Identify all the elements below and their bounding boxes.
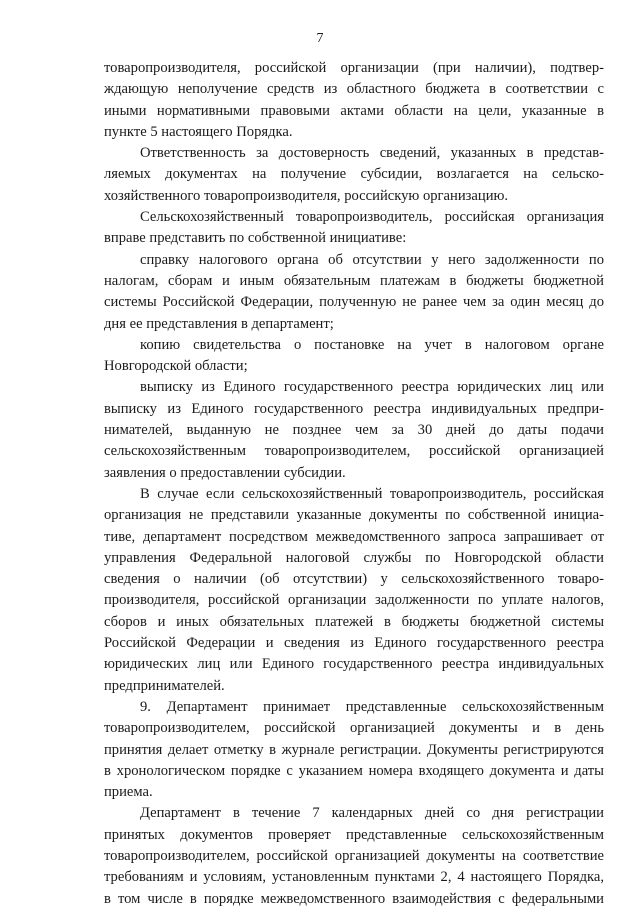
text-line: товаропроизводителем, российской организацией документы и в день: [104, 720, 604, 737]
text-line: нимателей, выданную не позднее чем за 30 дней до даты подачи: [104, 422, 604, 439]
text-line: в хронологическом порядке с указанием номера входящего документа и даты: [104, 762, 604, 779]
text-line: предпринимателей.: [104, 677, 225, 694]
text-line: выписку из Единого государственного реестра юридических лиц или: [140, 379, 604, 396]
text-line: Департамент в течение 7 календарных дней со дня регистрации: [140, 805, 604, 822]
text-line: иными нормативными правовыми актами области на цели, указанные в: [104, 102, 604, 119]
text-line: справку налогового органа об отсутствии у него задолженности по: [140, 251, 604, 268]
text-line: организация не представили указанные документы по собственной инициа-: [104, 507, 604, 524]
text-line: приема.: [104, 784, 153, 801]
text-line: хозяйственного товаропроизводителя, российскую организацию.: [104, 187, 509, 204]
text-line: 9. Департамент принимает представленные сельскохозяйственным: [140, 698, 604, 715]
text-line: товаропроизводителя, российской организации (при наличии), подтвер-: [104, 60, 604, 76]
text-line: Российской Федерации и сведения из Единого государственного реестра: [104, 635, 604, 652]
text-line: сельскохозяйственным товаропроизводителем, российской организацией: [104, 443, 604, 460]
text-line: управления Федеральной налоговой службы по Новгородской области: [104, 549, 604, 566]
text-line: Ответственность за достоверность сведений, указанных в представ-: [140, 145, 604, 162]
text-line: Сельскохозяйственный товаропроизводитель, российская организация: [140, 209, 604, 226]
text-line: заявления о предоставлении субсидии.: [104, 464, 346, 481]
text-line: системы Российской Федерации, полученную не ранее чем за один месяц до: [104, 294, 604, 311]
page-number: 7: [316, 31, 324, 46]
text-line: дня ее представления в департамент;: [104, 315, 334, 332]
document-body: [104, 58, 604, 910]
text-line: в том числе в порядке межведомственного взаимодействия с федеральными: [104, 890, 604, 907]
text-line: сведения о наличии (об отсутствии) у сельскохозяйственного товаро-: [104, 571, 604, 588]
text-line: юридических лиц или Единого государственного реестра индивидуальных: [104, 656, 604, 673]
text-line: требованиям и условиям, установленным пунктами 2, 4 настоящего Порядка,: [104, 869, 604, 886]
text-line: Новгородской области;: [104, 358, 248, 375]
text-line: ждающую неполучение средств из областного бюджета в соответствии с: [104, 81, 604, 98]
text-line: принятия делает отметку в журнале регистрации. Документы регистрируются: [104, 741, 604, 758]
text-line: копию свидетельства о постановке на учет в налоговом органе: [140, 336, 604, 353]
text-line: товаропроизводителем, российской организацией документы на соответствие: [104, 847, 604, 864]
text-line: принятых документов проверяет представленные сельскохозяйственным: [104, 826, 604, 843]
text-line: ляемых документах на получение субсидии, возлагается на сельско-: [104, 166, 604, 183]
text-line: тиве, департамент посредством межведомственного запроса запрашивает от: [104, 528, 604, 545]
text-line: производителя, российской организации задолженности по уплате налогов,: [104, 592, 604, 609]
text-line: вправе представить по собственной инициативе:: [104, 230, 407, 247]
text-line: сборов и иных обязательных платежей в бюджеты бюджетной системы: [104, 613, 604, 630]
text-line: пункте 5 настоящего Порядка.: [104, 123, 293, 140]
text-line: налогам, сборам и иным обязательным платежам в бюджеты бюджетной: [104, 272, 604, 289]
text-line: выписку из Единого государственного реестра индивидуальных предпри-: [104, 400, 604, 417]
text-line: В случае если сельскохозяйственный товаропроизводитель, российская: [140, 485, 604, 502]
